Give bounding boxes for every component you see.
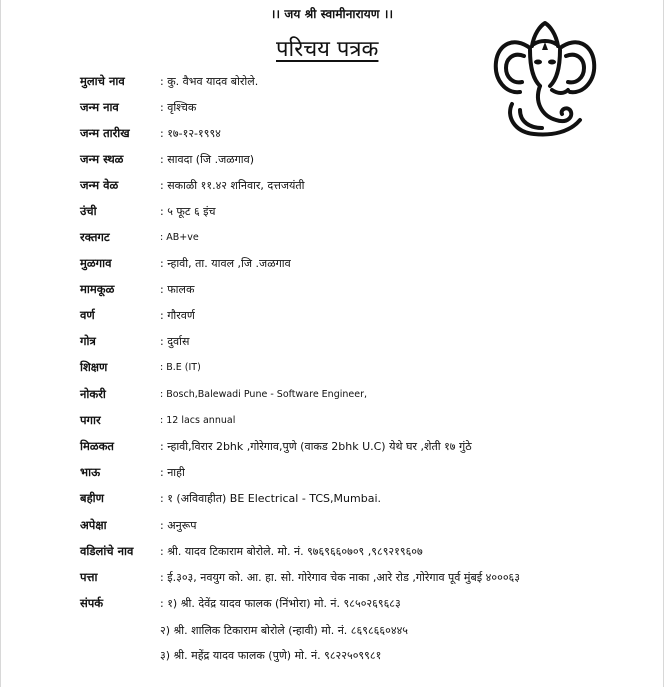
field-value: : १) श्री. देवेंद्र यादव फालक (निंभोरा) मो. नं. ९८५०२६९६८३ <box>160 596 401 610</box>
field-value: : नाही <box>160 465 185 479</box>
field-row-height <box>80 201 655 221</box>
field-label: शिक्षण <box>80 359 108 374</box>
field-label: संपर्क <box>80 595 104 610</box>
field-row-address <box>80 567 655 587</box>
field-row-property <box>80 436 655 456</box>
field-value: : कु. वैभव यादव बोरोले. <box>160 74 259 88</box>
invocation-header: ।। जय श्री स्वामीनारायण ।। <box>270 7 394 21</box>
field-label: मिळकत <box>80 438 114 453</box>
field-row-contact <box>80 593 655 613</box>
field-row-father-name <box>80 541 655 561</box>
field-label: जन्म स्थळ <box>80 151 124 166</box>
field-value: : वृश्चिक <box>160 100 197 114</box>
page-title: परिचय पत्रक <box>276 37 379 62</box>
field-row-job <box>80 384 655 404</box>
field-value: : सावदा (जि .जळगाव) <box>160 152 255 166</box>
field-label: भाऊ <box>80 464 101 479</box>
contact-line-3: ३) श्री. महेंद्र यादव फालक (पुणे) मो. नं. ९८२२५०९९८१ <box>160 648 382 662</box>
field-row-expectation <box>80 515 655 535</box>
field-value: : 12 lacs annual <box>160 414 236 426</box>
field-row-maternal-family <box>80 279 655 299</box>
field-label: वडिलांचे नाव <box>80 543 134 558</box>
field-row-birth-date <box>80 123 655 143</box>
field-value: : दुर्वास <box>160 334 190 348</box>
field-row-birth-place <box>80 149 655 169</box>
field-label: मुलाचे नाव <box>80 73 125 88</box>
field-label: मुळगाव <box>80 255 112 270</box>
field-value: : AB+ve <box>160 231 199 243</box>
field-row-sister <box>80 488 655 508</box>
field-row-salary <box>80 410 655 430</box>
field-label: गोत्र <box>80 333 96 348</box>
field-value: : न्हावी,विरार 2bhk ,गोरेगाव,पुणे (वाकड 2bhk U.C) येथे घर ,शेती १७ गुंठे <box>160 439 472 453</box>
field-value: : फालक <box>160 282 195 296</box>
field-row-birth-name <box>80 97 655 117</box>
field-row-blood-group <box>80 227 655 247</box>
field-value: : सकाळी ११.४२ शनिवार, दत्तजयंती <box>160 178 305 192</box>
field-row-birth-time <box>80 175 655 195</box>
field-value: : ई.३०३, नवयुग को. आ. हा. सो. गोरेगाव चेक नाका ,आरे रोड ,गोरेगाव पूर्व मुंबई ४०००६३ <box>160 570 520 584</box>
field-row-complexion <box>80 305 655 325</box>
field-label: जन्म तारीख <box>80 125 130 140</box>
field-label: रक्तगट <box>80 229 110 244</box>
field-label: बहीण <box>80 490 104 505</box>
field-value: : १ (अविवाहीत) BE Electrical - TCS,Mumbai. <box>160 491 381 505</box>
field-label: पगार <box>80 412 101 427</box>
field-label: मामकूळ <box>80 281 115 296</box>
field-row-boy-name <box>80 71 655 91</box>
field-value: : न्हावी, ता. यावल ,जि .जळगाव <box>160 256 291 270</box>
field-label: उंची <box>80 203 97 218</box>
field-label: जन्म नाव <box>80 99 119 114</box>
field-row-native-place <box>80 253 655 273</box>
field-label: अपेक्षा <box>80 517 107 532</box>
field-value: : १७-१२-१९९४ <box>160 126 221 140</box>
field-label: नोकरी <box>80 386 106 401</box>
field-label: पत्ता <box>80 569 98 584</box>
field-value: : Bosch,Balewadi Pune - Software Engineer, <box>160 388 368 400</box>
field-value: : ५ फूट ६ इंच <box>160 204 216 218</box>
field-row-gotra <box>80 331 655 351</box>
field-value: : गौरवर्ण <box>160 308 195 322</box>
field-label: वर्ण <box>80 307 95 322</box>
field-label: जन्म वेळ <box>80 177 119 192</box>
field-row-brother <box>80 462 655 482</box>
field-value: : श्री. यादव टिकाराम बोरोले. मो. नं. ९७६९६६०७०९ ,९८९२१९६०७ <box>160 544 423 558</box>
contact-line-2: २) श्री. शालिक टिकाराम बोरोले (न्हावी) मो. नं. ८६९८६६०४४५ <box>160 623 409 637</box>
field-row-education <box>80 357 655 377</box>
field-value: : B.E (IT) <box>160 361 201 373</box>
field-value: : अनुरूप <box>160 518 197 532</box>
